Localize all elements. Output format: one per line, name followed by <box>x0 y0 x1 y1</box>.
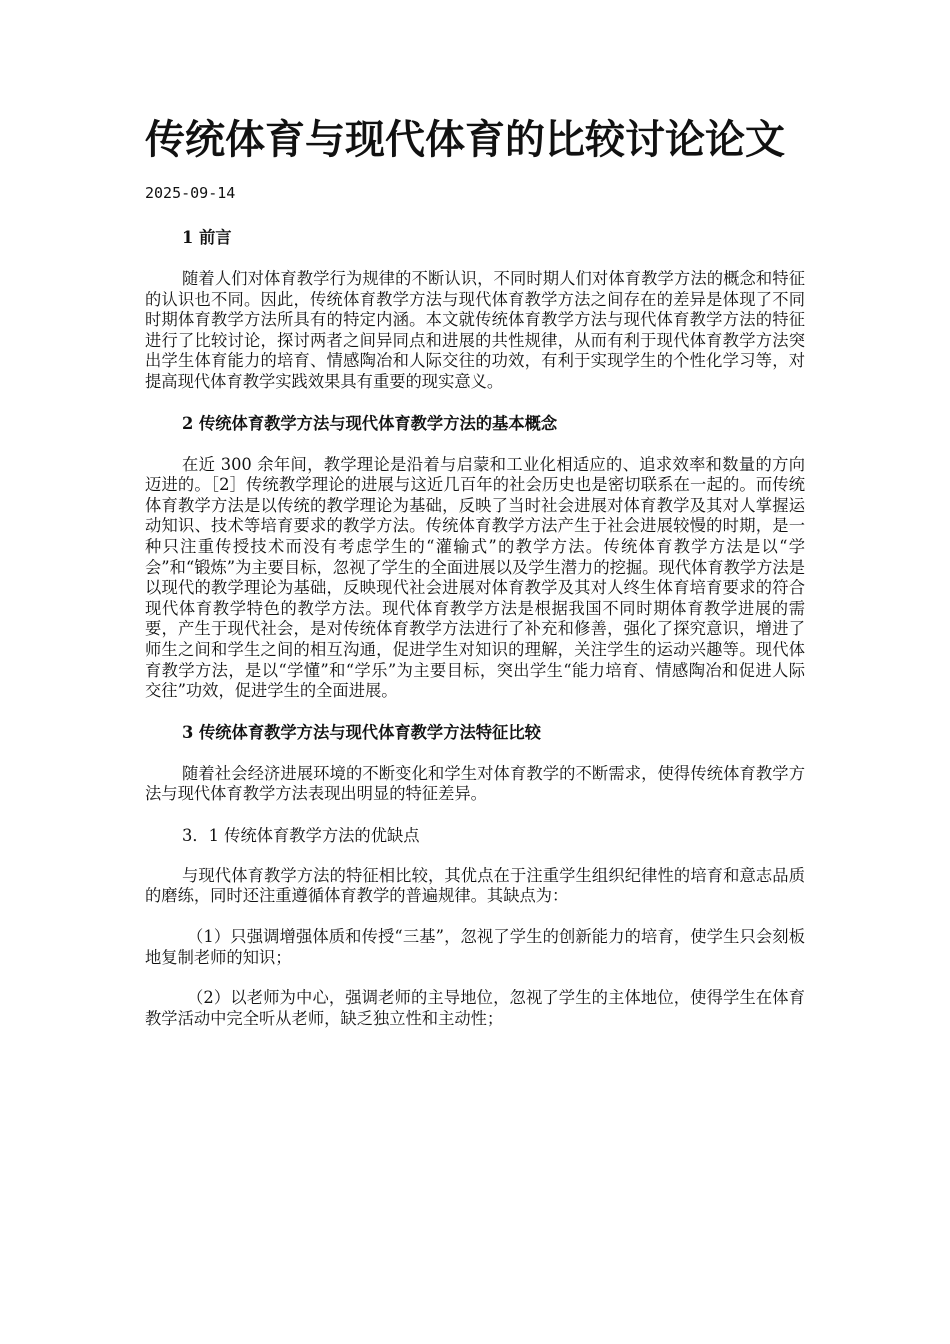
publish-date: 2025-09-14 <box>145 184 236 202</box>
list-item: （2）以老师为中心，强调老师的主导地位，忽视了学生的主体地位，使得学生在体育教学活动中完全听从老师，缺乏独立性和主动性； <box>145 988 805 1028</box>
body-paragraph: 与现代体育教学方法的特征相比较，其优点在于注重学生组织纪律性的培育和意志品质的磨练，同时还注重遵循体育教学的普遍规律。其缺点为： <box>145 865 805 906</box>
list-item: （1）只强调增强体质和传授“三基”，忽视了学生的创新能力的培育，使学生只会刻板地复制老师的知识； <box>145 927 805 967</box>
body-paragraph: 在近 300 余年间，教学理论是沿着与启蒙和工业化相适应的、追求效率和数量的方向迈进的。［2］传统教学理论的进展与这近几百年的社会历史也是密切联系在一起的。而传统体育教学方法是以传统的教学理论为基础，反映了当时社会进展对体育教学及其对人掌握运动知识、技术等培育要求的教学方法。传统体育教学方法产生于社会进展较慢的时期，是一种只注重传授技术而没有考虑学生的“灌输式”的教学方法。传统体育教学方法是以“学会”和“锻炼”为主要目标，忽视了学生的全面进展以及学生潜力的挖掘。现代体育教学方法是以现代的教学理论为基础，反映现代社会进展对体育教学及其对人终生体育培育要求的符合现代体育教学特色的教学方法。现代体育教学方法是根据我国不同时期体育教学进展的需要，产生于现代社会，是对传统体育教学方法进行了补充和修善，强化了探究意识，增进了师生之间和学生之间的相互沟通，促进学生对知识的理解，关注学生的运动兴趣等。现代体育教学方法，是以“学懂”和“学乐”为主要目标，突出学生“能力培育、情感陶冶和促进人际交往”功效，促进学生的全面进展。 <box>145 454 805 701</box>
document-title: 传统体育与现代体育的比较讨论论文 <box>145 116 785 163</box>
subsection-heading: 3．1 传统体育教学方法的优缺点 <box>182 825 420 845</box>
section-heading: 2 传统体育教学方法与现代体育教学方法的基本概念 <box>182 413 558 433</box>
document-body <box>145 227 805 1049</box>
body-paragraph: 随着社会经济进展环境的不断变化和学生对体育教学的不断需求，使得传统体育教学方法与现代体育教学方法表现出明显的特征差异。 <box>145 763 805 804</box>
body-paragraph: 随着人们对体育教学行为规律的不断认识，不同时期人们对体育教学方法的概念和特征的认识也不同。因此，传统体育教学方法与现代体育教学方法之间存在的差异是体现了不同时期体育教学方法所具有的特定内涵。本文就传统体育教学方法与现代体育教学方法的特征进行了比较讨论，探讨两者之间异同点和进展的共性规律，从而有利于现代体育教学方法突出学生体育能力的培育、情感陶冶和人际交往的功效，有利于实现学生的个性化学习等，对提高现代体育教学实践效果具有重要的现实意义。 <box>145 269 805 391</box>
section-heading: 1 前言 <box>182 228 232 247</box>
section-heading: 3 传统体育教学方法与现代体育教学方法特征比较 <box>182 722 541 742</box>
